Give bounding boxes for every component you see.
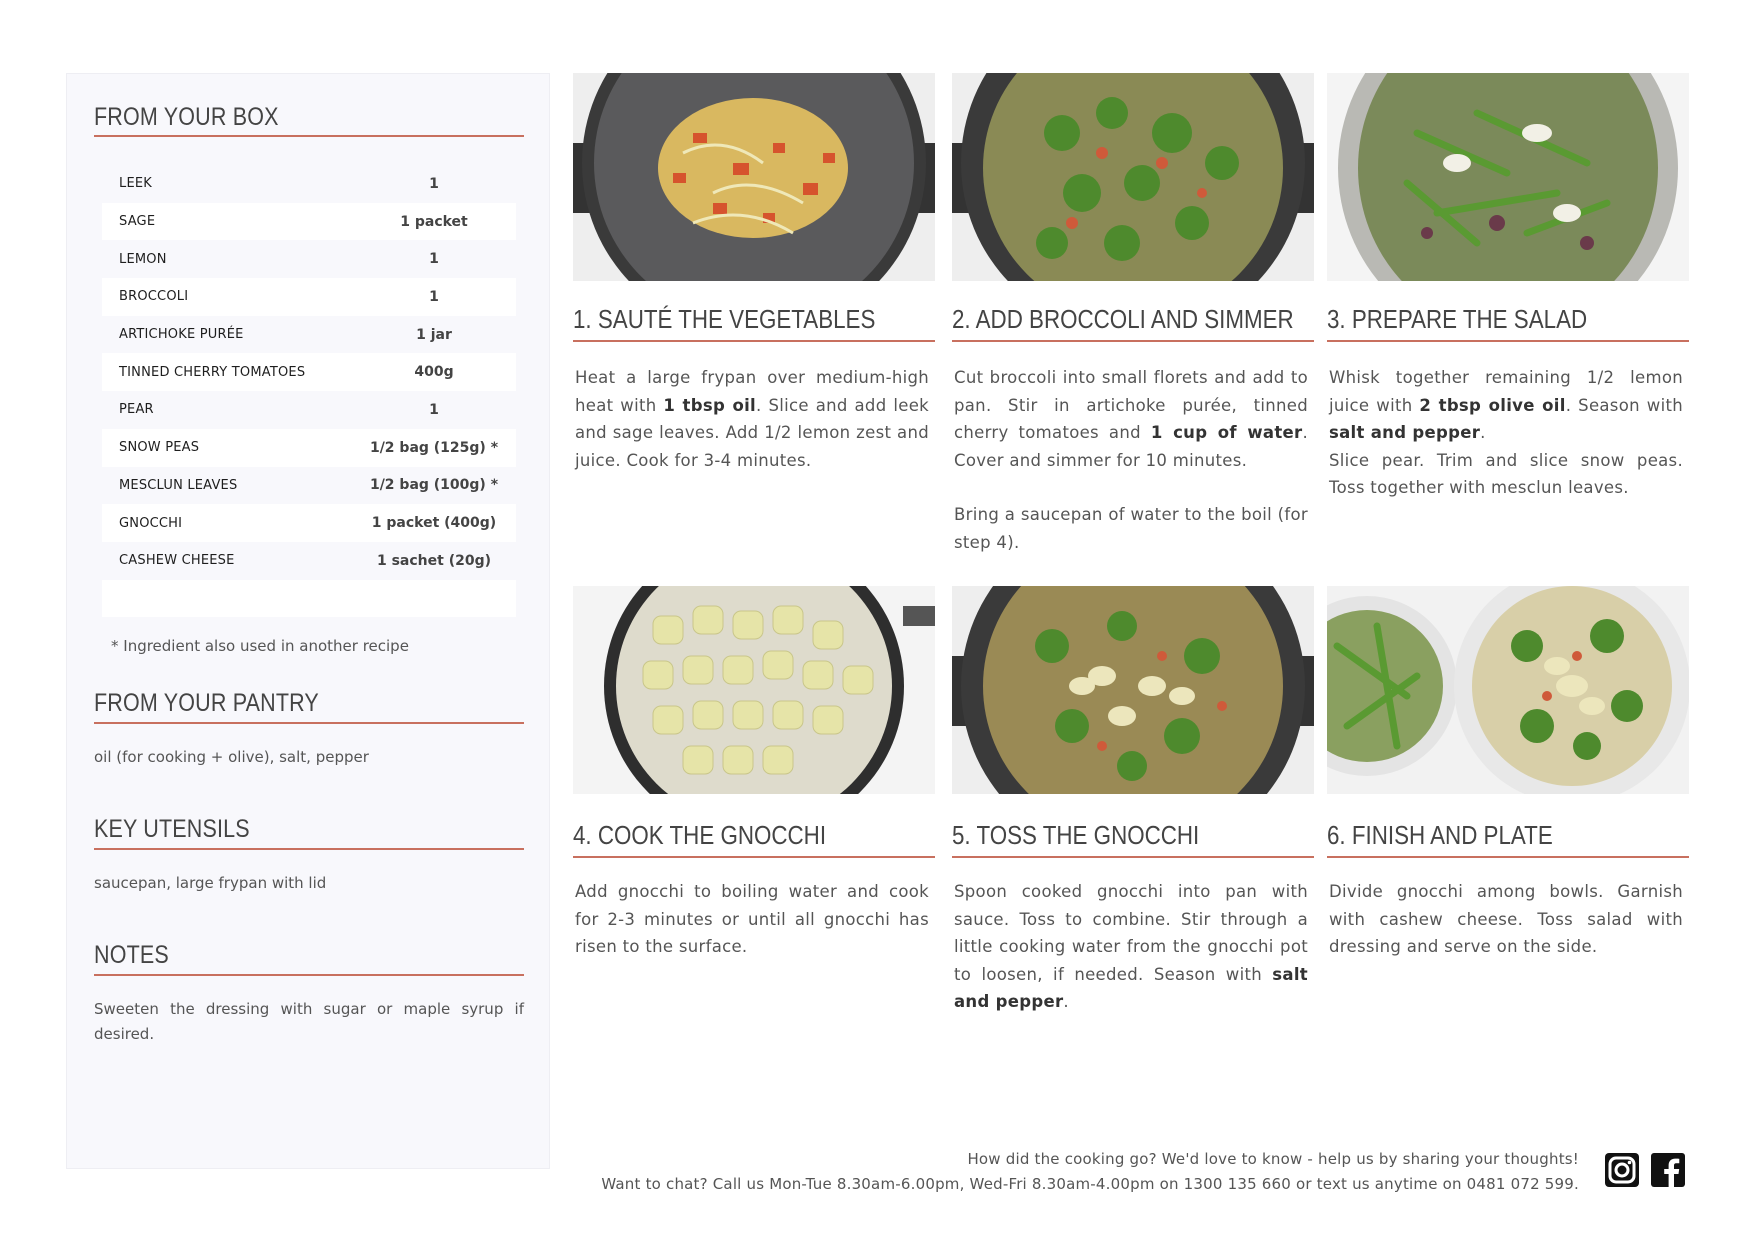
ingredient-quantity: 1 bbox=[429, 251, 439, 268]
ingredient-row bbox=[102, 165, 516, 203]
ingredient-quantity: 1 jar bbox=[416, 326, 452, 343]
instruction-text: Heat a large frypan over medium-high heat with bbox=[575, 368, 929, 415]
facebook-icon[interactable] bbox=[1650, 1152, 1686, 1188]
key-utensils-heading: KEY UTENSILS bbox=[94, 815, 250, 843]
section-divider bbox=[952, 340, 1314, 342]
step-2-photo bbox=[952, 73, 1314, 281]
ingredient-quantity: 1 bbox=[429, 175, 439, 192]
step-3-photo bbox=[1327, 73, 1689, 281]
instruction-paragraph bbox=[575, 364, 929, 474]
instruction-text: Divide gnocchi among bowls. Garnish with cashew cheese. Toss salad with dressing and serve on the side. bbox=[1329, 882, 1683, 956]
ingredient-row bbox=[102, 504, 516, 542]
feedback-text: How did the cooking go? We'd love to know - help us by sharing your thoughts! bbox=[967, 1150, 1579, 1168]
emphasised-text: salt and pepper bbox=[954, 964, 1308, 1011]
contact-text: Want to chat? Call us Mon-Tue 8.30am-6.00pm, Wed-Fri 8.30am-4.00pm on 1300 135 660 or text us anytime on 0481 072 599. bbox=[601, 1175, 1579, 1193]
instruction-text: . bbox=[1480, 423, 1486, 442]
emphasised-text: 1 cup of water bbox=[1150, 423, 1303, 442]
ingredient-quantity: 1 bbox=[429, 288, 439, 305]
instagram-icon[interactable] bbox=[1604, 1152, 1640, 1188]
ingredient-quantity: 1/2 bag (100g) * bbox=[369, 477, 499, 494]
step-3-title: 3. PREPARE THE SALAD bbox=[1327, 304, 1588, 334]
instruction-paragraph bbox=[954, 878, 1308, 1016]
emphasised-text: 1 tbsp oil bbox=[663, 395, 757, 415]
utensils-text: saucepan, large frypan with lid bbox=[94, 874, 327, 892]
ingredient-row bbox=[102, 467, 516, 505]
pantry-text: oil (for cooking + olive), salt, pepper bbox=[94, 748, 369, 766]
section-divider bbox=[94, 974, 524, 976]
ingredient-quantity: 400g bbox=[414, 364, 454, 381]
ingredient-quantity: 1 packet bbox=[400, 213, 468, 230]
ingredient-row bbox=[102, 429, 516, 467]
step-4-instructions bbox=[575, 878, 929, 961]
instruction-text: . bbox=[1063, 992, 1069, 1011]
ingredient-name: LEMON bbox=[119, 251, 167, 267]
ingredients-table bbox=[102, 165, 516, 617]
step-1-photo bbox=[573, 73, 935, 281]
section-divider bbox=[573, 340, 935, 342]
ingredient-name: SNOW PEAS bbox=[119, 440, 200, 456]
section-divider bbox=[94, 722, 524, 724]
ingredient-name: CASHEW CHEESE bbox=[119, 553, 235, 569]
emphasised-text: salt and pepper bbox=[1329, 423, 1481, 442]
ingredient-name: LEEK bbox=[119, 176, 152, 192]
section-divider bbox=[1327, 856, 1689, 858]
instruction-text: . Slice and add leek and sage leaves. Add 1/2 lemon zest and juice. Cook for 3-4 minutes. bbox=[575, 395, 930, 470]
ingredient-quantity: 1/2 bag (125g) * bbox=[369, 439, 499, 456]
ingredients-sidebar bbox=[66, 73, 550, 1169]
ingredient-quantity: 1 packet (400g) bbox=[371, 515, 497, 532]
instruction-paragraph bbox=[954, 501, 1308, 556]
ingredient-name: PEAR bbox=[119, 402, 154, 418]
instruction-text: Slice pear. Trim and slice snow peas. Toss together with mesclun leaves. bbox=[1329, 450, 1683, 497]
ingredient-name: ARTICHOKE PURÉE bbox=[119, 327, 244, 343]
ingredient-name: SAGE bbox=[119, 214, 156, 230]
instruction-text: Bring a saucepan of water to the boil (for step 4). bbox=[954, 505, 1308, 552]
instruction-paragraph bbox=[954, 364, 1308, 474]
ingredient-row bbox=[102, 353, 516, 391]
ingredient-row bbox=[102, 542, 516, 580]
notes-heading: NOTES bbox=[94, 941, 169, 969]
ingredient-footnote: * Ingredient also used in another recipe bbox=[111, 637, 409, 655]
instruction-text: Spoon cooked gnocchi into pan with sauce. Toss to combine. Stir through a little cooking water from the gnocchi pot to loosen, if needed. Season with bbox=[954, 882, 1308, 984]
step-5-photo bbox=[952, 586, 1314, 794]
notes-text: Sweeten the dressing with sugar or maple syrup if desired. bbox=[94, 1000, 524, 1043]
instruction-text: Cut broccoli into small florets and add to pan. Stir in artichoke purée, tinned cherry tomatoes and bbox=[954, 368, 1308, 442]
section-divider bbox=[94, 135, 524, 137]
step-4-photo bbox=[573, 586, 935, 794]
step-2-instructions bbox=[954, 364, 1308, 556]
instruction-text: Add gnocchi to boiling water and cook for 2-3 minutes or until all gnocchi has risen to the surface. bbox=[575, 882, 929, 956]
ingredient-name: MESCLUN LEAVES bbox=[119, 477, 238, 493]
emphasised-text: 2 tbsp olive oil bbox=[1419, 395, 1566, 415]
ingredient-row bbox=[102, 203, 516, 241]
step-6-photo bbox=[1327, 586, 1689, 794]
step-6-instructions bbox=[1329, 878, 1683, 961]
instruction-text: . Season with bbox=[1565, 395, 1683, 415]
instruction-paragraph bbox=[1329, 364, 1683, 447]
from-your-pantry-heading: FROM YOUR PANTRY bbox=[94, 689, 319, 717]
section-divider bbox=[573, 856, 935, 858]
step-3-instructions bbox=[1329, 364, 1683, 502]
step-6-title: 6. FINISH AND PLATE bbox=[1327, 820, 1553, 850]
instruction-paragraph bbox=[575, 878, 929, 961]
step-5-title: 5. TOSS THE GNOCCHI bbox=[952, 820, 1200, 850]
section-divider bbox=[952, 856, 1314, 858]
instruction-text: Whisk together remaining 1/2 lemon juice with bbox=[1329, 368, 1683, 415]
ingredient-name: TINNED CHERRY TOMATOES bbox=[119, 364, 306, 380]
from-your-box-heading: FROM YOUR BOX bbox=[94, 103, 279, 131]
ingredient-quantity: 1 sachet (20g) bbox=[376, 552, 492, 569]
ingredient-row bbox=[102, 391, 516, 429]
section-divider bbox=[94, 848, 524, 850]
ingredient-row bbox=[102, 316, 516, 354]
instruction-text: . Cover and simmer for 10 minutes. bbox=[954, 423, 1308, 470]
ingredient-name: BROCCOLI bbox=[119, 289, 189, 305]
step-1-title: 1. SAUTÉ THE VEGETABLES bbox=[573, 304, 876, 334]
ingredient-row bbox=[102, 240, 516, 278]
instruction-paragraph bbox=[1329, 878, 1683, 961]
step-5-instructions bbox=[954, 878, 1308, 1016]
instruction-paragraph bbox=[1329, 447, 1683, 502]
ingredient-row-empty bbox=[102, 580, 516, 618]
step-2-title: 2. ADD BROCCOLI AND SIMMER bbox=[952, 304, 1294, 334]
ingredient-row bbox=[102, 278, 516, 316]
step-1-instructions bbox=[575, 364, 929, 474]
section-divider bbox=[1327, 340, 1689, 342]
step-4-title: 4. COOK THE GNOCCHI bbox=[573, 820, 827, 850]
ingredient-name: GNOCCHI bbox=[119, 515, 183, 531]
ingredient-quantity: 1 bbox=[429, 401, 439, 418]
